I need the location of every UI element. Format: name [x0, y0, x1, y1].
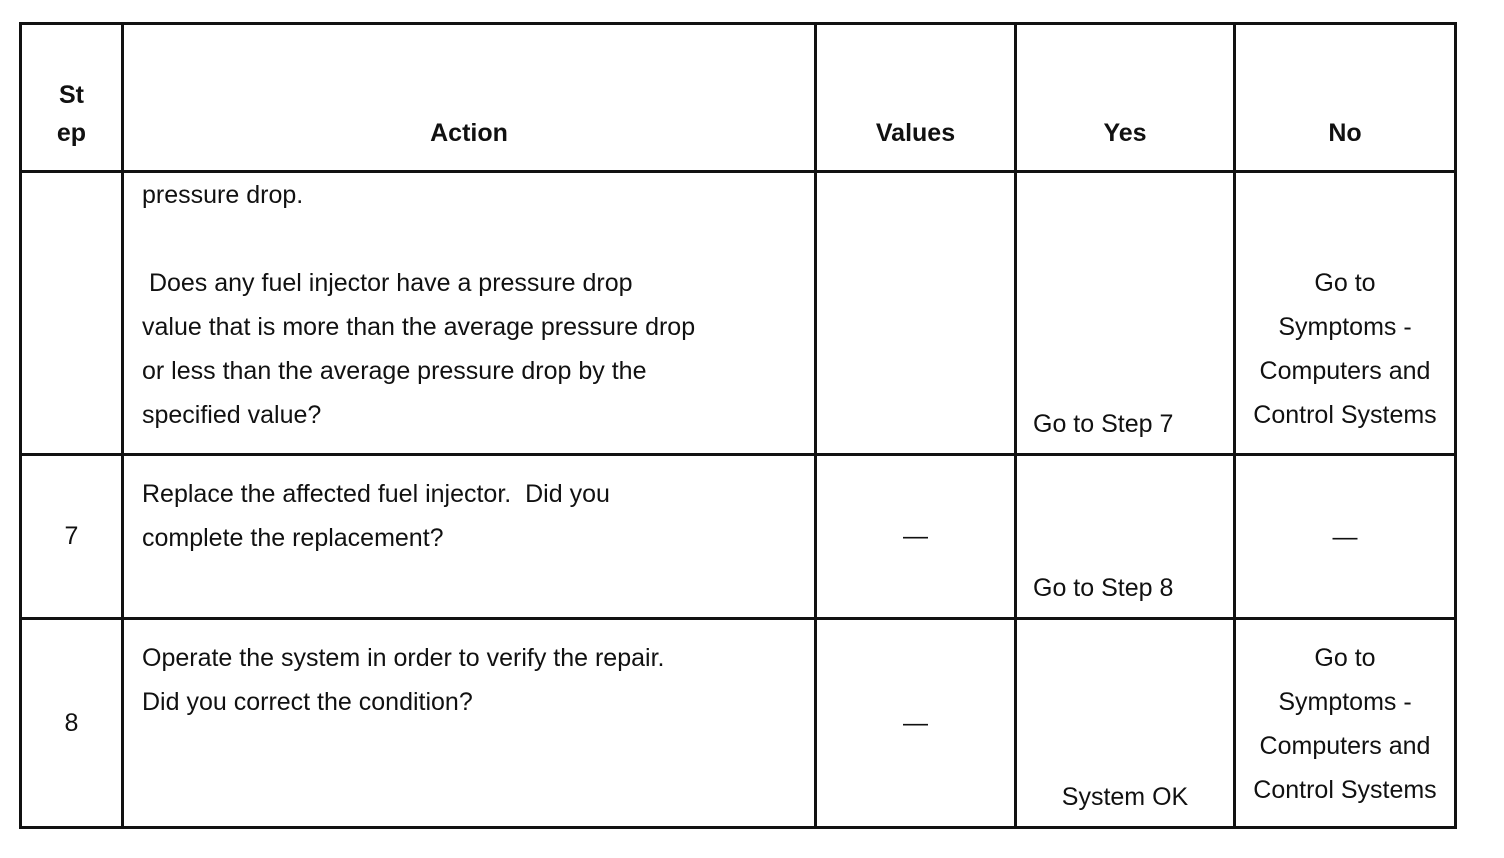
header-values: Values	[816, 24, 1016, 172]
values-cell: —	[816, 619, 1016, 828]
step-cell: 7	[21, 455, 123, 619]
action-line: Does any fuel injector have a pressure drop	[142, 269, 633, 297]
values-cell	[816, 172, 1016, 455]
action-line: Operate the system in order to verify the repair.	[142, 644, 665, 672]
step-cell	[21, 172, 123, 455]
header-step-line1: St	[59, 81, 84, 109]
action-line: pressure drop.	[142, 181, 304, 209]
yes-cell: System OK	[1016, 619, 1235, 828]
action-line: complete the replacement?	[142, 524, 444, 552]
no-line: Control Systems	[1253, 776, 1437, 804]
values-cell: —	[816, 455, 1016, 619]
table-header-row	[21, 24, 1456, 172]
no-line: Symptoms -	[1278, 688, 1412, 716]
no-line: Computers and	[1259, 357, 1431, 385]
action-cell	[123, 455, 816, 619]
step-cell: 8	[21, 619, 123, 828]
no-line: Computers and	[1259, 732, 1431, 760]
header-action: Action	[123, 24, 816, 172]
table-row	[21, 172, 1456, 455]
header-step-line2: ep	[56, 119, 87, 147]
no-cell	[1235, 619, 1456, 828]
header-step	[21, 24, 123, 172]
no-cell	[1235, 172, 1456, 455]
no-line: Go to	[1314, 644, 1376, 672]
yes-cell: Go to Step 8	[1016, 455, 1235, 619]
no-line: Control Systems	[1253, 401, 1437, 429]
no-line: Go to	[1314, 269, 1376, 297]
yes-cell: Go to Step 7	[1016, 172, 1235, 455]
action-line: Replace the affected fuel injector. Did you	[142, 480, 610, 508]
table-row	[21, 619, 1456, 828]
header-yes: Yes	[1016, 24, 1235, 172]
action-line: specified value?	[142, 401, 322, 429]
action-cell	[123, 619, 816, 828]
diagnostic-table	[19, 22, 1457, 829]
action-line: Did you correct the condition?	[142, 688, 473, 716]
no-cell: —	[1235, 455, 1456, 619]
action-line: value that is more than the average pressure drop	[142, 313, 696, 341]
no-line: Symptoms -	[1278, 313, 1412, 341]
action-cell	[123, 172, 816, 455]
header-no: No	[1235, 24, 1456, 172]
action-line: or less than the average pressure drop by the	[142, 357, 647, 385]
table-row	[21, 455, 1456, 619]
